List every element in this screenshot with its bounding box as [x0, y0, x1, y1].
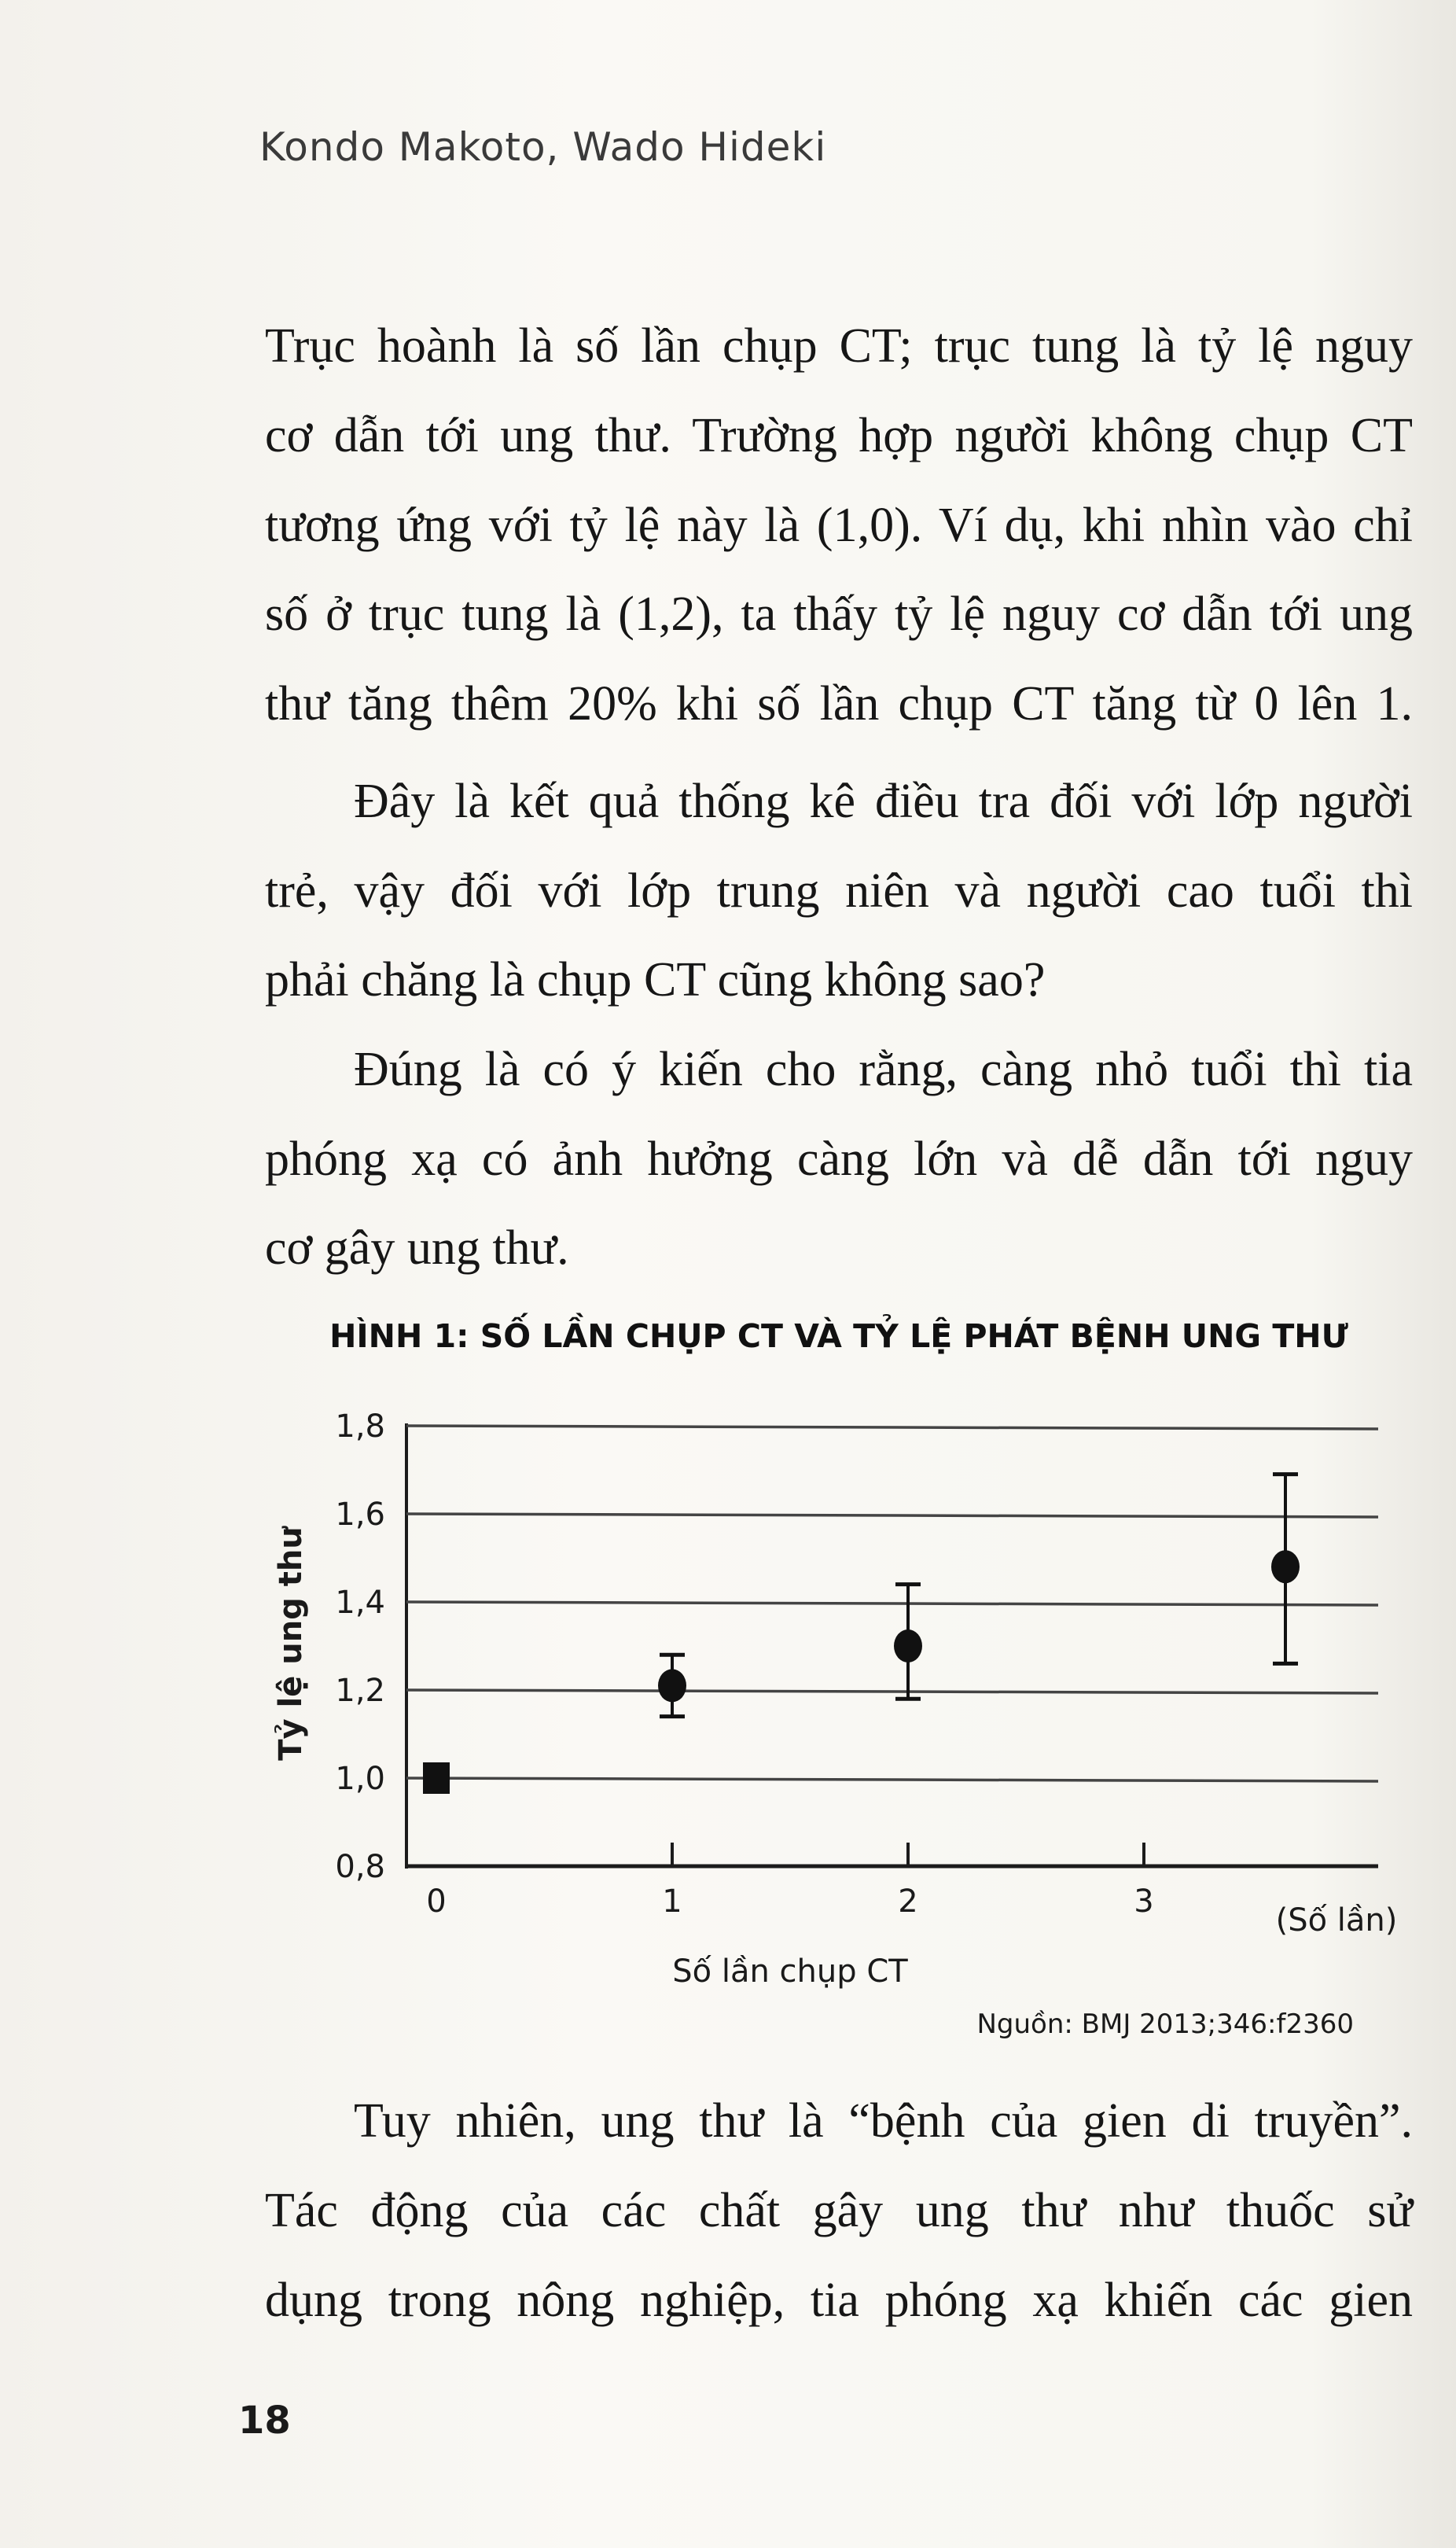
x-tick-label: 0: [426, 1883, 447, 1920]
y-tick-label: 1,2: [335, 1673, 385, 1709]
y-tick-label: 1,6: [335, 1497, 385, 1533]
text-line: số ở trục tung là (1,2), ta thấy tỷ lệ nguy cơ dẫn tới ung: [265, 587, 1413, 641]
page-number: 18: [238, 2399, 291, 2443]
y-axis-label: Tỷ lệ ung thư: [273, 1526, 309, 1761]
x-tick-label: 3: [1134, 1883, 1154, 1920]
x-tick-label: 2: [898, 1883, 918, 1920]
text-line: Đây là kết quả thống kê điều tra đối với lớp người: [354, 775, 1413, 828]
y-tick-label: 1,0: [335, 1761, 385, 1797]
y-tick-label: 0,8: [335, 1849, 385, 1885]
text-line: trẻ, vậy đối với lớp trung niên và người cao tuổi thì: [265, 864, 1413, 918]
y-tick-label: 1,8: [335, 1408, 385, 1445]
text-line: Đúng là có ý kiến cho rằng, càng nhỏ tuổi thì tia: [354, 1043, 1413, 1096]
running-header: Kondo Makoto, Wado Hideki: [259, 124, 827, 170]
y-tick-label: 1,4: [335, 1585, 385, 1621]
data-point-marker: [423, 1762, 450, 1794]
text-line: phóng xạ có ảnh hưởng càng lớn và dễ dẫn tới nguy: [265, 1132, 1413, 1186]
text-line: dụng trong nông nghiệp, tia phóng xạ khiến các gien: [265, 2274, 1413, 2327]
x-axis-label: Số lần chụp CT: [672, 1953, 908, 1990]
text-line: cơ dẫn tới ung thư. Trường hợp người không chụp CT: [265, 409, 1413, 462]
data-point-marker: [1271, 1550, 1300, 1583]
figure-title: HÌNH 1: SỐ LẦN CHỤP CT VÀ TỶ LỆ PHÁT BỆNH UNG THƯ: [329, 1317, 1348, 1355]
gridline: [406, 1602, 1378, 1605]
x-tick-label: 1: [662, 1883, 682, 1920]
text-line: Tuy nhiên, ung thư là “bệnh của gien di truyền”.: [354, 2094, 1413, 2148]
data-point-marker: [658, 1669, 686, 1702]
text-line: tương ứng với tỷ lệ này là (1,0). Ví dụ, khi nhìn vào chỉ: [265, 499, 1413, 552]
data-point-marker: [894, 1629, 922, 1662]
text-line: phải chăng là chụp CT cũng không sao?: [265, 953, 1046, 1007]
gridline: [406, 1426, 1378, 1429]
text-line: thư tăng thêm 20% khi số lần chụp CT tăng từ 0 lên 1.: [265, 677, 1413, 731]
gridline: [406, 1690, 1378, 1693]
gridline: [406, 1514, 1378, 1517]
figure-source: Nguồn: BMJ 2013;346:f2360: [976, 2009, 1354, 2040]
text-line: cơ gây ung thư.: [265, 1221, 569, 1275]
text-line: Tác động của các chất gây ung thư như thuốc sử: [265, 2184, 1413, 2237]
text-line: Trục hoành là số lần chụp CT; trục tung là tỷ lệ nguy: [265, 319, 1413, 373]
x-unit-label: (Số lần): [1275, 1902, 1398, 1939]
gridline: [406, 1778, 1378, 1781]
